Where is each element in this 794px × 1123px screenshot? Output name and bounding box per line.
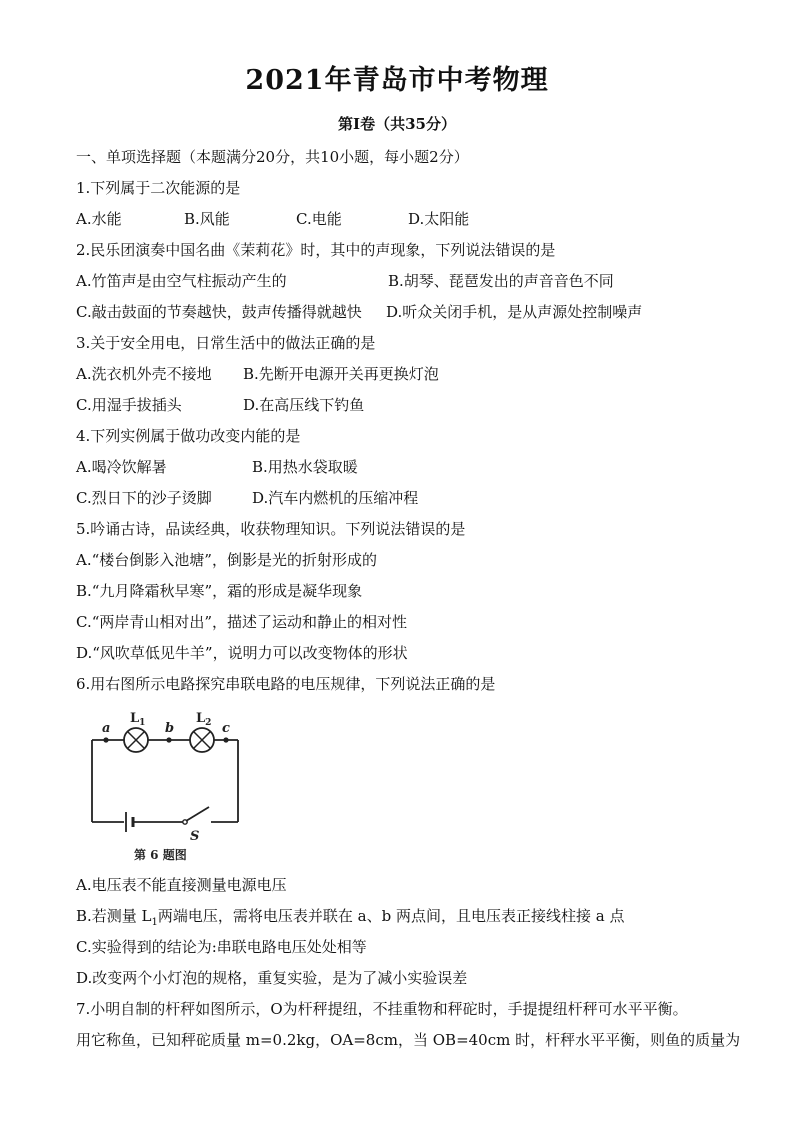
q4-stem: 4.下列实例属于做功改变内能的是	[76, 427, 301, 445]
q6-option-b-sub: 1	[151, 917, 158, 928]
q4-option-c: C.烈日下的沙子烫脚	[76, 489, 212, 507]
q1-option-b: B.风能	[184, 210, 230, 228]
q2-option-a: A.竹笛声是由空气柱振动产生的	[76, 272, 287, 290]
q2-stem: 2.民乐团演奏中国名曲《茉莉花》时，其中的声现象，下列说法错误的是	[76, 241, 556, 259]
q6-option-b-pre: B.若测量 L	[76, 907, 152, 925]
q6-option-c: C.实验得到的结论为:串联电路电压处处相等	[76, 938, 367, 956]
q1-stem: 1.下列属于二次能源的是	[76, 179, 241, 197]
q2-option-c: C.敲击鼓面的节奏越快，鼓声传播得就越快	[76, 303, 362, 321]
node-b-icon	[166, 737, 171, 742]
q6-option-a: A.电压表不能直接测量电源电压	[76, 876, 287, 894]
svg-text:L2	[196, 711, 211, 728]
circuit-wires	[92, 740, 238, 822]
q6-option-b-post: 两端电压，需将电压表并联在 a、b 两点间，且电压表正接线柱接 a 点	[157, 907, 625, 925]
label-l1-sub: 1	[139, 718, 146, 728]
switch-icon	[183, 807, 209, 824]
section-heading: 第I卷（共35分）	[338, 115, 456, 133]
label-l2: L	[196, 711, 206, 726]
q5-option-d: D.“风吹草低见牛羊”，说明力可以改变物体的形状	[76, 644, 408, 662]
q5-option-a: A.“楼台倒影入池塘”，倒影是光的折射形成的	[76, 551, 377, 569]
node-c-icon	[223, 737, 228, 742]
label-l2-sub: 2	[205, 718, 212, 728]
part-heading: 一、单项选择题（本题满分20分，共10小题，每小题2分）	[76, 148, 469, 166]
circuit-diagram	[76, 704, 248, 864]
q4-option-d: D.汽车内燃机的压缩冲程	[252, 489, 419, 507]
q2-option-b: B.胡琴、琵琶发出的声音音色不同	[388, 272, 614, 290]
q1-option-d: D.太阳能	[408, 210, 470, 228]
q7-line-2: 用它称鱼，已知秤砣质量 m=0.2kg，OA=8cm，当 OB=40cm 时，杆秤水平平衡，则鱼的质量为	[76, 1031, 741, 1049]
q5-stem: 5.吟诵古诗，品读经典，收获物理知识。下列说法错误的是	[76, 520, 466, 538]
figure-caption: 第 6 题图	[134, 848, 187, 862]
svg-text:L1	[130, 711, 145, 728]
q6-option-b	[76, 906, 624, 933]
q3-option-a: A.洗衣机外壳不接地	[76, 365, 212, 383]
q4-option-a: A.喝冷饮解暑	[76, 458, 167, 476]
q3-option-d: D.在高压线下钓鱼	[243, 396, 365, 414]
page-title: 2021年青岛市中考物理	[245, 65, 549, 96]
label-b: b	[165, 721, 175, 736]
battery-icon	[126, 812, 133, 832]
q5-option-b: B.“九月降霜秋早寒”，霜的形成是凝华现象	[76, 582, 363, 600]
q1-option-c: C.电能	[296, 210, 342, 228]
label-l1: L	[130, 711, 140, 726]
q7-line-1: 7.小明自制的杆秤如图所示，O为杆秤提纽，不挂重物和秤砣时，手提提纽杆秤可水平平衡。	[76, 1000, 688, 1018]
bulb-l1-icon	[124, 728, 148, 752]
q5-option-c: C.“两岸青山相对出”，描述了运动和静止的相对性	[76, 613, 408, 631]
q2-option-d: D.听众关闭手机，是从声源处控制噪声	[386, 303, 643, 321]
q6-stem: 6.用右图所示电路探究串联电路的电压规律，下列说法正确的是	[76, 675, 496, 693]
label-a: a	[102, 721, 111, 736]
q3-option-c: C.用湿手拔插头	[76, 396, 182, 414]
label-s: S	[190, 829, 200, 844]
q4-option-b: B.用热水袋取暖	[252, 458, 358, 476]
label-c: c	[222, 721, 230, 736]
q1-option-a: A.水能	[76, 210, 122, 228]
node-a-icon	[103, 737, 108, 742]
bulb-l2-icon	[190, 728, 214, 752]
q6-option-d: D.改变两个小灯泡的规格，重复实验，是为了减小实验误差	[76, 969, 468, 987]
q3-option-b: B.先断开电源开关再更换灯泡	[243, 365, 439, 383]
q3-stem: 3.关于安全用电，日常生活中的做法正确的是	[76, 334, 376, 352]
